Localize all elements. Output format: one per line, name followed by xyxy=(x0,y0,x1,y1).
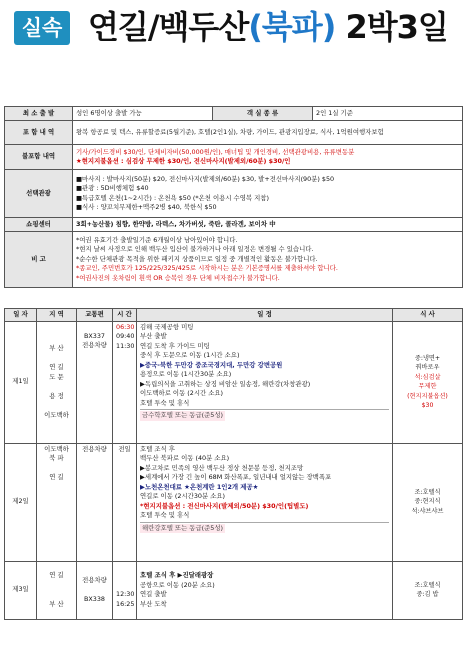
exclude-value xyxy=(73,145,463,170)
col-itinerary: 일 정 xyxy=(137,309,393,322)
info-table xyxy=(4,106,463,288)
col-transport: 교통편 xyxy=(77,309,113,322)
day-itinerary: 김해 국제공항 미팅 부산 출발 연길 도착 후 가이드 미팅 중식 후 도문으로 이동 (1시간 소요) ▶중국-북한 두만강 중조국경지대, 두만강 강변공원 용정으로 이동 (1시간30분 소요) ▶독립의식을 고취하는 상징 비암산 일송정, 해란강(차창관광) 이도백하로 이동 (2시간 소요) 호텔 투숙 및 휴식 금수학호텔 또는 동급(준5성) xyxy=(137,321,393,443)
day-label: 제2일 xyxy=(5,443,37,561)
day-row xyxy=(5,443,463,561)
note-line: *여권 유효기간 출발일기준 6개월이상 남아있어야 합니다. xyxy=(76,235,238,244)
col-time: 시 간 xyxy=(113,309,137,322)
room-value: 2인 1실 기준 xyxy=(313,107,463,121)
day-label: 제1일 xyxy=(5,321,37,443)
min-label: 최 소 출 발 xyxy=(5,107,73,121)
exclude-label: 불포함 내역 xyxy=(5,145,73,170)
day-meals: 조:호텔식 중:김 밥 xyxy=(393,561,463,619)
min-value: 성인 6명이상 출발 가능 xyxy=(73,107,213,121)
page-title xyxy=(88,7,448,47)
note-line: *순수한 단체관광 목적을 위한 패키지 상품이므로 일정 중 개별적인 활동은 불가합니다. xyxy=(76,254,318,263)
day-regions: 이도백하 북 파 연 길 xyxy=(37,443,77,561)
product-badge: 실속 xyxy=(14,11,70,45)
note-line: *여권사진의 옷차림이 흰색 OR 승복인 경우 단체 비자접수가 불가합니다. xyxy=(76,273,280,282)
options-label: 선택관광 xyxy=(5,170,73,218)
exclude-line-1: 기사/가이드경비 $30/인, 단체비자비(50,000원/인), 매너팁 및 개인경비, 선택관광비용, 유류변동분 xyxy=(76,147,355,156)
day-meals: 중:냉면+ 꿔바로우 석:심검살 무제한 (현지지불옵션) $30 xyxy=(393,321,463,443)
day-row xyxy=(5,561,463,619)
shopping-label: 쇼핑센터 xyxy=(5,218,73,232)
day-row xyxy=(5,321,463,443)
col-region: 지 역 xyxy=(37,309,77,322)
day-meals: 조:호텔식 중:현지식 석:샤브샤브 xyxy=(393,443,463,561)
header xyxy=(4,4,462,50)
option-line: ■관광 : 5D비행체험 $40 xyxy=(76,184,149,192)
note-line: *현지 날씨 사정으로 인해 백두산 입산이 불가하거나 아래 일정은 변경될 수 있습니다. xyxy=(76,245,314,254)
col-meals: 식 사 xyxy=(393,309,463,322)
day-transport: BX337 전용차량 xyxy=(77,321,113,443)
title-tail: 2박3일 xyxy=(335,8,448,46)
option-line: ■마사지 : 발마사지(50분) $20, 전신마사지(발제외/60분) $30, 발+전신마사지(90분) $50 xyxy=(76,174,335,183)
notes-value xyxy=(73,232,463,288)
day-label: 제3일 xyxy=(5,561,37,619)
day-regions: 부 산 연 길 도 문 용 정 이도백하 xyxy=(37,321,77,443)
day-transport: 전용차량 xyxy=(77,443,113,561)
shopping-value: 3회+농산물) 침향, 한약방, 라텍스, 차가버섯, 죽탄, 콜라겐, 보이차 中 xyxy=(73,218,463,232)
day-times: 06:30 09:40 11:30 xyxy=(113,321,137,443)
option-line: ■특급호텔 온천(1~2시간) : 온천욕 $50 (*온천 이용시 수영복 지참) xyxy=(76,193,269,202)
day-itinerary: 호텔 조식 후 백두산 북파로 이동 (40분 소요) ▶봉고차로 민족의 영산 백두산 정상 천문봉 등정, 천지조망 ▶세계에서 가장 긴 높이 68M 화산폭포, 일년내내 얼지않는 장백폭포 ▶노천온천대료 ★온천계란 1인2개 제공★ 연길로 이동 (2시간30분 소요) *현지지불옵션 : 전신마사지(발제외/50분) $30/인(팁별도) 호텔 투숙 및 휴식 해란강호텔 또는 동급(준5성) xyxy=(137,443,393,561)
hotel-label: 금수학호텔 또는 동급(준5성) xyxy=(142,411,224,419)
day-itinerary: 호텔 조식 후 ▶진달래광장 공항으로 이동 (20분 소요) 연길 출발 부산 도착 xyxy=(137,561,393,619)
day-transport: 전용차량 BX338 xyxy=(77,561,113,619)
day-regions: 연 길 부 산 xyxy=(37,561,77,619)
title-main: 연길/백두산 xyxy=(88,8,249,46)
notes-label: 비 고 xyxy=(5,232,73,288)
day-times: 12:30 16:25 xyxy=(113,561,137,619)
title-accent: (북파) xyxy=(248,8,336,46)
room-label: 객 실 종 류 xyxy=(213,107,313,121)
include-value: 왕복 항공료 및 텍스, 유류할증료(5월기준), 호텔(2인1실), 차량, 가이드, 관광지입장료, 식사, 1억원여행자보험 xyxy=(73,121,463,145)
exclude-line-2: ★현지지불옵션 : 심검상 무제한 $30/인, 전신마사지(발제외/60분) $30/인 xyxy=(76,157,291,165)
options-value xyxy=(73,170,463,218)
hotel-label: 해란강호텔 또는 동급(준5성) xyxy=(142,523,224,532)
col-day: 일 자 xyxy=(5,309,37,322)
option-line: ■식사 : 양꼬치무제한+맥주2병 $40, 북한식 $50 xyxy=(76,203,217,211)
note-line: *종교인, 주민번호가 125/225/325/425로 시작하시는 분은 기본증명서를 제출하셔야 합니다. xyxy=(76,264,338,273)
day-times: 전일 xyxy=(113,443,137,561)
schedule-table xyxy=(4,308,463,620)
include-label: 포 함 내 역 xyxy=(5,121,73,145)
